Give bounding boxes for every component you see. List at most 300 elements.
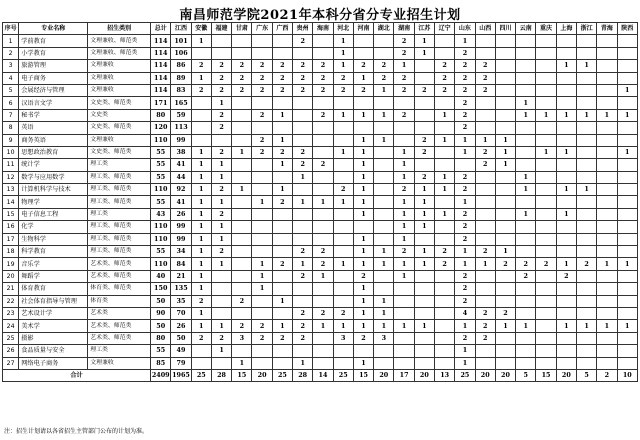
category-cell: 文理兼收 xyxy=(88,84,151,96)
major-name-cell: 汉语言文学 xyxy=(19,97,88,109)
quota-cell xyxy=(374,208,394,220)
quota-cell: 1 xyxy=(617,109,637,121)
quota-cell: 1 xyxy=(353,357,373,369)
quota-cell: 2 xyxy=(211,332,231,344)
quota-cell xyxy=(475,270,495,282)
row-index-cell: 24 xyxy=(3,320,19,332)
quota-cell: 2 xyxy=(272,146,292,158)
quota-cell: 1 xyxy=(252,258,272,270)
quota-cell: 165 xyxy=(171,97,191,109)
quota-cell xyxy=(536,35,556,47)
quota-cell xyxy=(435,295,455,307)
quota-cell xyxy=(556,295,576,307)
table-row xyxy=(3,221,638,233)
quota-cell xyxy=(536,357,556,369)
quota-cell xyxy=(435,270,455,282)
quota-cell xyxy=(536,208,556,220)
total-label-cell: 合计 xyxy=(3,369,151,381)
quota-cell xyxy=(353,345,373,357)
major-name-cell: 英语 xyxy=(19,122,88,134)
table-row xyxy=(3,246,638,258)
major-name-cell: 舞蹈学 xyxy=(19,270,88,282)
quota-cell xyxy=(313,233,333,245)
column-header: 山西 xyxy=(475,23,495,35)
total-quota-cell: 2409 xyxy=(151,369,171,381)
quota-cell: 1 xyxy=(272,134,292,146)
quota-cell xyxy=(211,357,231,369)
quota-cell xyxy=(252,221,272,233)
total-quota-cell: 25 xyxy=(333,369,353,381)
quota-cell xyxy=(252,47,272,59)
quota-cell: 1 xyxy=(272,320,292,332)
total-quota-cell: 13 xyxy=(435,369,455,381)
quota-cell: 1 xyxy=(353,320,373,332)
quota-cell xyxy=(597,307,617,319)
table-row xyxy=(3,283,638,295)
quota-cell xyxy=(252,122,272,134)
quota-cell xyxy=(475,345,495,357)
quota-cell xyxy=(232,221,252,233)
quota-cell xyxy=(353,122,373,134)
quota-cell xyxy=(597,357,617,369)
quota-cell: 1 xyxy=(191,35,211,47)
quota-cell: 1 xyxy=(211,233,231,245)
quota-cell xyxy=(435,35,455,47)
quota-cell xyxy=(232,246,252,258)
quota-cell xyxy=(272,221,292,233)
quota-cell: 2 xyxy=(252,320,272,332)
quota-cell: 2 xyxy=(313,84,333,96)
category-cell: 理工类 xyxy=(88,345,151,357)
row-index-cell: 17 xyxy=(3,233,19,245)
row-index-cell: 6 xyxy=(3,97,19,109)
major-name-cell: 电子商务 xyxy=(19,72,88,84)
quota-cell: 1 xyxy=(211,196,231,208)
quota-cell: 2 xyxy=(394,72,414,84)
quota-cell xyxy=(556,357,576,369)
quota-cell xyxy=(272,357,292,369)
quota-cell: 80 xyxy=(151,109,171,121)
quota-cell: 1 xyxy=(353,171,373,183)
quota-cell: 2 xyxy=(252,60,272,72)
quota-cell xyxy=(435,196,455,208)
quota-cell xyxy=(272,233,292,245)
quota-cell xyxy=(617,159,637,171)
quota-cell: 50 xyxy=(151,295,171,307)
major-name-cell: 旅游管理 xyxy=(19,60,88,72)
quota-cell xyxy=(374,35,394,47)
quota-cell: 2 xyxy=(191,84,211,96)
quota-cell: 1 xyxy=(293,258,313,270)
quota-cell: 2 xyxy=(313,307,333,319)
quota-cell xyxy=(576,159,596,171)
quota-cell: 1 xyxy=(516,320,536,332)
quota-cell: 2 xyxy=(394,47,414,59)
quota-cell: 2 xyxy=(252,134,272,146)
quota-cell xyxy=(232,233,252,245)
quota-cell xyxy=(617,332,637,344)
quota-cell: 1 xyxy=(556,146,576,158)
quota-cell xyxy=(374,196,394,208)
quota-cell: 1 xyxy=(272,295,292,307)
quota-cell xyxy=(576,134,596,146)
quota-cell xyxy=(536,307,556,319)
quota-cell: 2 xyxy=(455,97,475,109)
column-header: 上海 xyxy=(556,23,576,35)
quota-cell: 1 xyxy=(333,109,353,121)
quota-cell xyxy=(374,47,394,59)
quota-cell: 2 xyxy=(191,295,211,307)
quota-cell: 55 xyxy=(151,159,171,171)
quota-cell: 1 xyxy=(617,84,637,96)
quota-cell xyxy=(516,159,536,171)
quota-cell: 1 xyxy=(374,307,394,319)
quota-cell: 1 xyxy=(576,320,596,332)
quota-cell: 1 xyxy=(191,246,211,258)
quota-cell: 3 xyxy=(232,332,252,344)
major-name-cell: 网络电子商务 xyxy=(19,357,88,369)
quota-cell xyxy=(313,295,333,307)
quota-cell xyxy=(495,270,515,282)
quota-cell xyxy=(576,47,596,59)
table-row xyxy=(3,332,638,344)
quota-cell xyxy=(556,84,576,96)
quota-cell: 1 xyxy=(597,320,617,332)
quota-cell xyxy=(232,283,252,295)
quota-cell xyxy=(576,332,596,344)
quota-cell xyxy=(617,35,637,47)
quota-cell xyxy=(293,208,313,220)
total-quota-cell: 15 xyxy=(353,369,373,381)
quota-cell xyxy=(414,270,434,282)
quota-cell: 2 xyxy=(455,233,475,245)
quota-cell: 106 xyxy=(171,47,191,59)
quota-cell: 2 xyxy=(455,184,475,196)
quota-cell: 1 xyxy=(232,146,252,158)
table-row xyxy=(3,307,638,319)
major-name-cell: 小学教育 xyxy=(19,47,88,59)
column-header: 海南 xyxy=(313,23,333,35)
footnote: 注：招生计划请以各省招生主管部门公布的计划为准。 xyxy=(4,428,149,435)
quota-cell xyxy=(475,97,495,109)
quota-cell xyxy=(232,47,252,59)
total-quota-cell: 25 xyxy=(455,369,475,381)
quota-cell: 1 xyxy=(374,295,394,307)
quota-cell: 3 xyxy=(333,332,353,344)
quota-cell xyxy=(414,233,434,245)
quota-cell xyxy=(414,60,434,72)
quota-cell xyxy=(556,159,576,171)
quota-cell: 120 xyxy=(151,122,171,134)
quota-cell: 1 xyxy=(293,196,313,208)
row-index-cell: 27 xyxy=(3,357,19,369)
quota-cell xyxy=(313,357,333,369)
quota-cell xyxy=(252,35,272,47)
quota-cell: 1 xyxy=(414,258,434,270)
quota-cell: 1 xyxy=(556,184,576,196)
quota-cell xyxy=(293,233,313,245)
quota-cell xyxy=(414,122,434,134)
quota-cell xyxy=(232,270,252,282)
quota-cell: 2 xyxy=(313,159,333,171)
category-cell: 艺术类、师范类 xyxy=(88,258,151,270)
quota-cell xyxy=(536,345,556,357)
quota-cell xyxy=(252,171,272,183)
quota-cell xyxy=(333,233,353,245)
total-quota-cell: 25 xyxy=(272,369,292,381)
quota-cell xyxy=(293,109,313,121)
quota-cell xyxy=(536,233,556,245)
quota-cell: 1 xyxy=(252,196,272,208)
quota-cell: 1 xyxy=(333,35,353,47)
quota-cell xyxy=(374,122,394,134)
quota-cell xyxy=(617,97,637,109)
quota-cell: 1 xyxy=(516,109,536,121)
quota-cell xyxy=(353,47,373,59)
quota-cell: 99 xyxy=(171,134,191,146)
quota-cell xyxy=(556,72,576,84)
row-index-cell: 18 xyxy=(3,246,19,258)
quota-cell: 150 xyxy=(151,283,171,295)
quota-cell: 1 xyxy=(353,233,373,245)
major-name-cell: 艺术设计学 xyxy=(19,307,88,319)
quota-cell xyxy=(617,208,637,220)
category-cell: 文理兼收 xyxy=(88,134,151,146)
quota-cell: 1 xyxy=(516,97,536,109)
quota-cell xyxy=(597,233,617,245)
quota-cell xyxy=(536,134,556,146)
quota-cell xyxy=(475,47,495,59)
quota-cell: 59 xyxy=(171,109,191,121)
quota-cell xyxy=(495,233,515,245)
quota-cell: 35 xyxy=(171,295,191,307)
quota-cell: 1 xyxy=(232,184,252,196)
quota-cell xyxy=(516,60,536,72)
quota-cell: 2 xyxy=(211,184,231,196)
quota-cell: 1 xyxy=(191,171,211,183)
table-row xyxy=(3,233,638,245)
major-name-cell: 体育教育 xyxy=(19,283,88,295)
quota-cell xyxy=(556,221,576,233)
quota-cell xyxy=(475,295,495,307)
quota-cell xyxy=(576,35,596,47)
quota-cell xyxy=(597,84,617,96)
quota-cell: 1 xyxy=(191,233,211,245)
quota-cell: 2 xyxy=(394,246,414,258)
row-index-cell: 19 xyxy=(3,258,19,270)
quota-cell: 1 xyxy=(211,320,231,332)
quota-cell xyxy=(617,122,637,134)
quota-cell: 1 xyxy=(374,320,394,332)
table-row xyxy=(3,295,638,307)
quota-cell: 1 xyxy=(333,320,353,332)
quota-cell: 2 xyxy=(576,258,596,270)
quota-cell: 2 xyxy=(455,332,475,344)
table-row xyxy=(3,357,638,369)
quota-cell: 2 xyxy=(475,72,495,84)
quota-cell: 171 xyxy=(151,97,171,109)
quota-cell: 1 xyxy=(191,270,211,282)
row-index-cell: 1 xyxy=(3,35,19,47)
quota-cell: 43 xyxy=(151,208,171,220)
quota-cell xyxy=(617,60,637,72)
quota-cell: 44 xyxy=(171,171,191,183)
quota-cell xyxy=(333,122,353,134)
quota-cell: 1 xyxy=(435,109,455,121)
major-name-cell: 会展经济与管理 xyxy=(19,84,88,96)
quota-cell xyxy=(455,159,475,171)
quota-cell xyxy=(516,221,536,233)
quota-cell xyxy=(353,97,373,109)
quota-cell xyxy=(272,345,292,357)
quota-cell: 2 xyxy=(293,84,313,96)
quota-cell xyxy=(556,345,576,357)
quota-cell xyxy=(475,171,495,183)
column-header: 广西 xyxy=(272,23,292,35)
column-header: 甘肃 xyxy=(232,23,252,35)
category-cell: 理工类、师范类 xyxy=(88,184,151,196)
quota-cell: 1 xyxy=(293,357,313,369)
quota-cell: 50 xyxy=(171,332,191,344)
quota-cell: 38 xyxy=(171,146,191,158)
category-cell: 文理兼收、师范类 xyxy=(88,35,151,47)
quota-cell xyxy=(414,295,434,307)
quota-cell xyxy=(252,184,272,196)
table-row xyxy=(3,184,638,196)
category-cell: 文史类 xyxy=(88,109,151,121)
column-header: 河南 xyxy=(353,23,373,35)
quota-cell xyxy=(313,146,333,158)
row-index-cell: 22 xyxy=(3,295,19,307)
table-header-row xyxy=(3,23,638,35)
quota-cell xyxy=(576,146,596,158)
quota-cell xyxy=(232,345,252,357)
table-row xyxy=(3,97,638,109)
quota-cell: 1 xyxy=(333,60,353,72)
quota-cell: 1 xyxy=(374,84,394,96)
category-cell: 艺术类、师范类 xyxy=(88,332,151,344)
quota-cell xyxy=(536,159,556,171)
quota-cell: 1 xyxy=(191,221,211,233)
quota-cell: 2 xyxy=(414,134,434,146)
category-cell: 理工类、师范类 xyxy=(88,221,151,233)
category-cell: 理工类 xyxy=(88,208,151,220)
quota-cell xyxy=(394,134,414,146)
quota-cell: 1 xyxy=(374,109,394,121)
quota-cell: 50 xyxy=(151,320,171,332)
quota-cell: 2 xyxy=(495,307,515,319)
quota-cell xyxy=(313,221,333,233)
quota-cell xyxy=(272,246,292,258)
quota-cell xyxy=(394,332,414,344)
quota-cell xyxy=(597,270,617,282)
total-quota-cell: 1965 xyxy=(171,369,191,381)
quota-cell: 2 xyxy=(455,60,475,72)
quota-cell xyxy=(617,283,637,295)
quota-cell xyxy=(495,184,515,196)
total-quota-cell: 20 xyxy=(475,369,495,381)
quota-cell: 2 xyxy=(191,60,211,72)
quota-cell xyxy=(414,357,434,369)
quota-cell: 2 xyxy=(293,246,313,258)
quota-cell xyxy=(394,357,414,369)
quota-cell: 2 xyxy=(435,246,455,258)
quota-cell: 2 xyxy=(394,35,414,47)
quota-cell xyxy=(475,35,495,47)
quota-cell: 2 xyxy=(455,109,475,121)
quota-cell: 1 xyxy=(211,258,231,270)
quota-cell xyxy=(293,283,313,295)
quota-cell: 1 xyxy=(617,320,637,332)
quota-cell: 110 xyxy=(151,221,171,233)
quota-cell xyxy=(475,283,495,295)
quota-cell xyxy=(272,97,292,109)
quota-cell: 1 xyxy=(495,134,515,146)
quota-cell: 2 xyxy=(455,283,475,295)
quota-cell: 2 xyxy=(455,295,475,307)
quota-cell xyxy=(353,35,373,47)
quota-cell: 2 xyxy=(232,84,252,96)
quota-cell xyxy=(516,233,536,245)
quota-cell: 21 xyxy=(171,270,191,282)
quota-cell xyxy=(333,246,353,258)
quota-cell xyxy=(333,208,353,220)
quota-cell: 1 xyxy=(353,196,373,208)
quota-cell xyxy=(232,208,252,220)
quota-cell xyxy=(211,134,231,146)
major-name-cell: 美术学 xyxy=(19,320,88,332)
table-row xyxy=(3,134,638,146)
quota-cell: 2 xyxy=(232,295,252,307)
quota-cell: 2 xyxy=(252,146,272,158)
quota-cell: 2 xyxy=(475,320,495,332)
quota-cell: 1 xyxy=(414,47,434,59)
total-quota-cell: 2 xyxy=(597,369,617,381)
quota-cell xyxy=(556,283,576,295)
quota-cell: 2 xyxy=(333,307,353,319)
quota-cell xyxy=(232,122,252,134)
quota-cell: 2 xyxy=(211,60,231,72)
quota-cell: 1 xyxy=(455,246,475,258)
quota-cell xyxy=(617,184,637,196)
row-index-cell: 2 xyxy=(3,47,19,59)
quota-cell xyxy=(374,146,394,158)
quota-cell xyxy=(293,345,313,357)
quota-cell xyxy=(313,35,333,47)
quota-cell: 2 xyxy=(536,258,556,270)
quota-cell xyxy=(333,171,353,183)
quota-cell xyxy=(252,97,272,109)
quota-cell xyxy=(394,307,414,319)
quota-cell: 110 xyxy=(151,184,171,196)
quota-cell xyxy=(597,146,617,158)
column-header: 招生类别 xyxy=(88,23,151,35)
quota-cell: 2 xyxy=(516,258,536,270)
quota-cell xyxy=(272,47,292,59)
quota-cell: 86 xyxy=(171,60,191,72)
quota-cell xyxy=(617,295,637,307)
quota-cell xyxy=(495,84,515,96)
quota-cell xyxy=(475,208,495,220)
quota-cell: 1 xyxy=(353,146,373,158)
quota-cell xyxy=(536,72,556,84)
quota-cell xyxy=(232,159,252,171)
column-header: 山东 xyxy=(455,23,475,35)
quota-cell: 1 xyxy=(495,246,515,258)
column-header: 安徽 xyxy=(191,23,211,35)
total-quota-cell: 20 xyxy=(556,369,576,381)
quota-cell: 2 xyxy=(353,270,373,282)
